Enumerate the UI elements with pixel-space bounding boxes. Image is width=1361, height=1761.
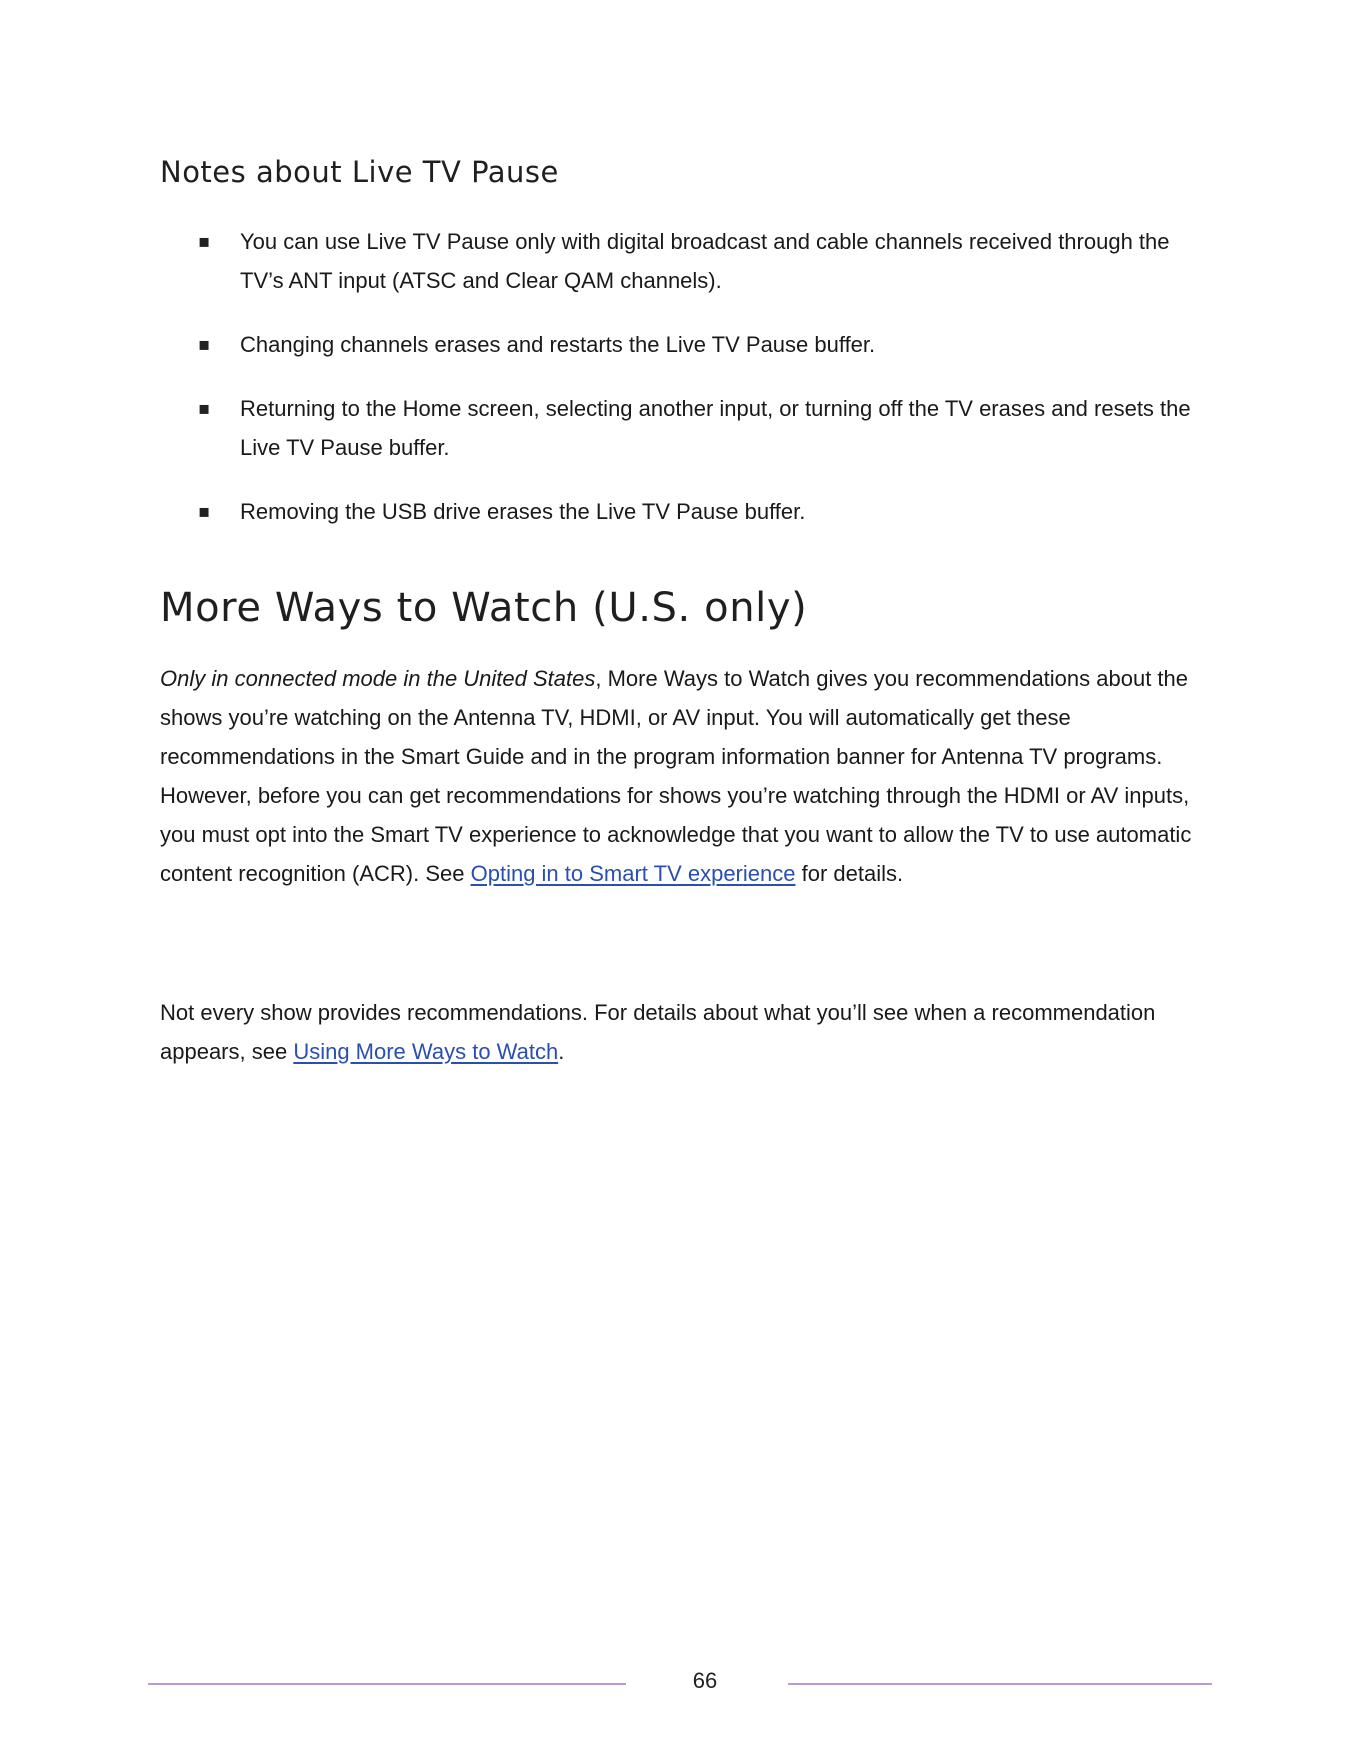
bullet-icon: ▪ — [198, 334, 211, 355]
list-item — [0, 222, 1200, 300]
footer-rule-left — [148, 1683, 626, 1685]
notes-heading: Notes about Live TV Pause — [160, 155, 559, 189]
italic-intro: Only in connected mode in the United States — [160, 666, 596, 691]
bullet-icon: ▪ — [198, 501, 211, 522]
list-item — [0, 325, 1200, 364]
paragraph-intro — [160, 659, 1200, 893]
list-item — [0, 389, 1200, 467]
page-number: 66 — [692, 1668, 718, 1693]
paragraph-recommendations — [160, 993, 1200, 1071]
list-item-text: Returning to the Home screen, selecting another input, or turning off the TV erases and resets the Live TV Pause buffer. — [240, 396, 1191, 460]
paragraph-body: , More Ways to Watch gives you recommendations about the shows you’re watching on the Antenna TV, HDMI, or AV input. You will automatically get these recommendations in the Smart Guide and in the program information banner for Antenna TV programs. However, before you can get recommendations for shows you’re watching through the HDMI or AV inputs, you must opt into the Smart TV experience to acknowledge that you want to allow the TV to use automatic content recognition (ACR). See — [160, 666, 1192, 886]
page-footer — [0, 1668, 1361, 1698]
using-more-ways-link[interactable]: Using More Ways to Watch — [293, 1039, 559, 1064]
list-item — [0, 492, 1200, 531]
list-item-text: Removing the USB drive erases the Live TV Pause buffer. — [240, 499, 806, 524]
footer-rule-right — [788, 1683, 1212, 1685]
bullet-icon: ▪ — [198, 398, 211, 419]
paragraph-body: Not every show provides recommendations. For details about what you’ll see when a recommendation appears, see — [160, 1000, 1156, 1064]
bullet-icon: ▪ — [198, 231, 211, 252]
list-item-text: Changing channels erases and restarts the Live TV Pause buffer. — [240, 332, 876, 357]
notes-list — [0, 222, 1200, 556]
section-title: More Ways to Watch (U.S. only) — [160, 585, 808, 631]
paragraph-tail: for details. — [795, 861, 904, 886]
opting-in-link[interactable]: Opting in to Smart TV experience — [470, 861, 796, 886]
paragraph-tail: . — [558, 1039, 565, 1064]
list-item-text: You can use Live TV Pause only with digital broadcast and cable channels received through the TV’s ANT input (ATSC and Clear QAM channels). — [240, 229, 1170, 293]
